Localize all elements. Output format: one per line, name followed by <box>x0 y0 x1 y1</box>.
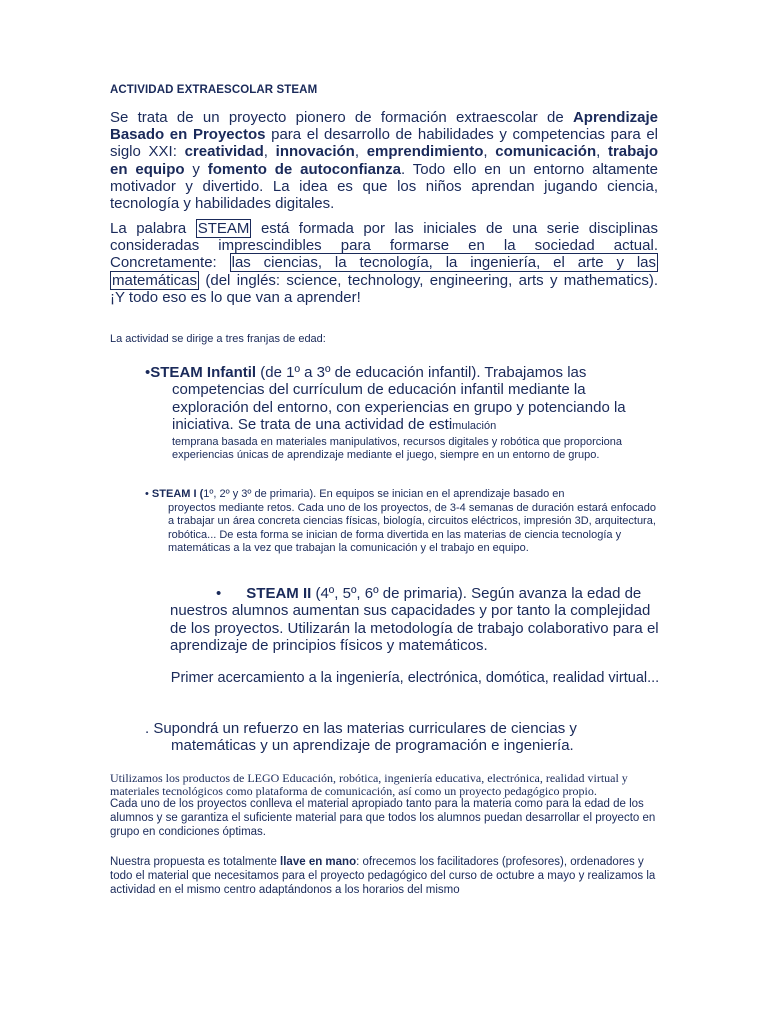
infantil-text-2: temprana basada en materiales manipulativos, recursos digitales y robótica que proporciona experiencias únicas de aprendizaje mediante el juego, siempre en un entorno de grupo. <box>172 435 623 462</box>
list-item-steam-infantil <box>145 364 665 463</box>
proposal-text-2: : ofrecemos los facilitadores (profesores), ordenadores y todo el material que necesitamos para el proyecto pedagógico del curso de octubre a mayo y realizamos la actividad en el mismo centro adaptándonos a los horarios del mismo <box>110 856 656 896</box>
steam-definition-paragraph <box>110 220 658 306</box>
infantil-text-small: mulación <box>452 420 497 433</box>
disciplines-boxed-line: las ciencias, la tecnología, la ingeniería, el arte y las <box>231 254 657 272</box>
intro-bold-4: emprendimiento <box>366 143 484 161</box>
infantil-text-1: (de 1º a 3º de educación infantil). Trabajamos las competencias del currículum de educación infantil mediante la exploración del entorno, con experiencias en grupo y potenciando la iniciativa. Se trata de una actividad de esti <box>172 364 626 434</box>
intro-text-5: , <box>483 143 496 161</box>
intro-bold-3: innovación <box>275 143 355 161</box>
infantil-name: STEAM Infantil <box>150 364 257 381</box>
intro-text-2: para el desarrollo de habilidades y competencias para el siglo XXI: <box>110 126 658 161</box>
steam2-text-2: nuestros alumnos aumentan sus capacidades y por tanto la complejidad de los proyectos. Utilizarán la metodología de trabajo colaborativo para el aprendizaje de principios físicos y matemáticos. <box>170 602 659 655</box>
intro-bold-2: creatividad <box>184 143 264 161</box>
bullet-icon: • <box>216 585 222 602</box>
steam1-text-1: 1º, 2º y 3º de primaria). En equipos se inician en el aprendizaje basado en <box>203 488 565 500</box>
intro-bold-6: trabajo en equipo <box>110 143 658 178</box>
materials-paragraph: Cada uno de los proyectos conlleva el material apropiado tanto para la materia como para la edad de los alumnos y se garantiza el suficiente material para que todos los alumnos puedan desarrollar el proyecto en grupo en condiciones óptimas. <box>110 798 656 838</box>
intro-bold-1: Aprendizaje Basado en Proyectos <box>110 109 658 144</box>
list-item-steam-ii <box>170 585 660 655</box>
lego-paragraph: Utilizamos los productos de LEGO Educación, robótica, ingeniería educativa, electrónica, realidad virtual y materiales tecnológicos como plataforma de comunicación, así como un proyecto pedagógico propio. <box>110 771 628 799</box>
infantil-main-text <box>145 364 665 436</box>
steam-text-1: La palabra <box>110 220 196 237</box>
intro-text-1: Se trata de un proyecto pionero de formación extraescolar de <box>110 109 573 126</box>
matematicas-boxed-word: matemáticas <box>112 271 198 289</box>
steam2-first-line <box>170 585 660 602</box>
steam2-text-1: (4º, 5º, 6º de primaria). Según avanza la edad de <box>311 585 642 602</box>
intro-bold-5: comunicación <box>495 143 597 161</box>
intro-text-7: y <box>184 160 208 178</box>
intro-paragraph <box>110 109 658 212</box>
intro-text-4: , <box>354 143 367 161</box>
intro-text-8: . Todo ello en un entorno altamente motivador y divertido. La idea es que los niños aprendan jugando ciencia, tecnología y habilidades digitales. <box>110 160 658 213</box>
steam2-name: STEAM II <box>246 585 312 602</box>
primer-acercamiento-text: Primer acercamiento a la ingeniería, electrónica, domótica, realidad virtual... <box>170 670 660 686</box>
age-groups-note: La actividad se dirige a tres franjas de edad: <box>110 333 326 345</box>
intro-text-6: , <box>596 143 608 161</box>
bullet-icon: • <box>145 488 149 500</box>
supondra-text-2: matemáticas y un aprendizaje de programación e ingeniería. <box>171 737 574 755</box>
steam-boxed-word: STEAM <box>197 220 250 237</box>
steam-text-3: (del inglés: science, technology, engineering, arts y mathematics). ¡Y todo eso es lo que van a aprender! <box>110 271 658 306</box>
proposal-bold: llave en mano <box>280 856 357 868</box>
bullet-icon: • <box>145 364 151 381</box>
supondra-paragraph <box>145 720 665 755</box>
intro-text-3: , <box>263 143 276 161</box>
steam-text-2: está formada por las iniciales de una serie disciplinas consideradas imprescindibles para formarse en la sociedad actual. Concretamente: <box>110 220 659 272</box>
proposal-paragraph <box>110 856 658 897</box>
steam1-open-paren: ( <box>196 488 204 500</box>
steam1-text-2: proyectos mediante retos. Cada uno de los proyectos, de 3-4 semanas de duración estará enfocado a trabajar un área concreta ciencias físicas, biología, circuitos eléctricos, impresión 3D, arquitectura, robótica... De esta forma se inician de forma divertida en las materias de ciencia tecnología y matemáticas a la vez que trabajan la comunicación y el trabajo en equipo. <box>168 501 656 555</box>
proposal-text-1: Nuestra propuesta es totalmente <box>110 856 281 868</box>
intro-bold-7: fomento de autoconfianza <box>207 160 401 178</box>
document-title: ACTIVIDAD EXTRAESCOLAR STEAM <box>110 84 318 96</box>
steam1-name: STEAM I <box>151 488 197 500</box>
supondra-text-1: . Supondrá un refuerzo en las materias curriculares de ciencias y <box>145 720 577 737</box>
list-item-steam-i <box>145 488 665 556</box>
